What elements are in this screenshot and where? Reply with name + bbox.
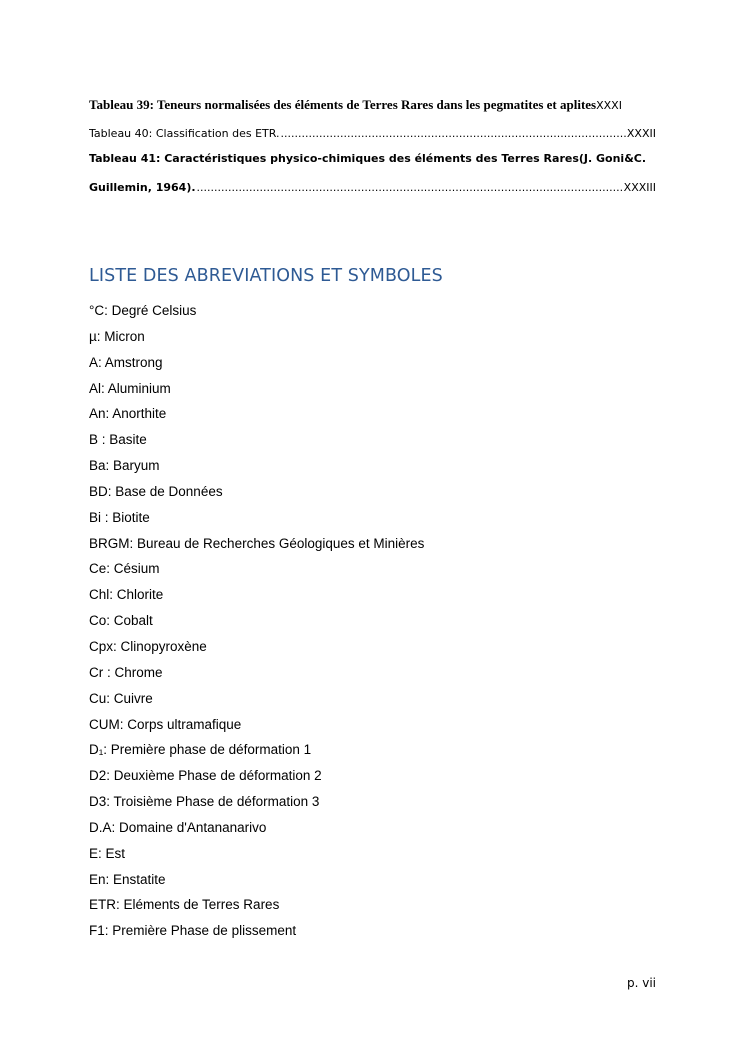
abbreviation-item: µ: Micron <box>89 328 145 344</box>
toc-entry-text: Guillemin, 1964). <box>89 181 196 194</box>
abbreviation-item: BRGM: Bureau de Recherches Géologiques et Minières <box>89 535 425 551</box>
abbreviation-item: CUM: Corps ultramafique <box>89 716 242 732</box>
abbreviation-item: E: Est <box>89 845 126 861</box>
abbreviation-item: Ce: Césium <box>89 561 160 577</box>
abbreviation-item: Al: Aluminium <box>89 380 171 396</box>
abbreviation-item: Bi : Biotite <box>89 509 150 525</box>
abbreviation-item: D2: Deuxième Phase de déformation 2 <box>89 768 322 784</box>
abbreviation-item: Cr : Chrome <box>89 664 163 680</box>
abbreviation-item: °C: Degré Celsius <box>89 303 197 318</box>
abbreviation-item: Co: Cobalt <box>89 613 153 629</box>
toc-entry-text: Tableau 41: Caractéristiques physico-chimiques des éléments des Terres Rares(J. Goni&C. <box>89 152 647 165</box>
abbreviations-list <box>89 302 424 948</box>
toc-entry-tableau-41[interactable] <box>89 152 656 175</box>
toc-leader-dots <box>281 127 626 141</box>
abbreviation-item: D₁: Première phase de déformation 1 <box>89 742 312 758</box>
toc-entry-text: Tableau 40: Classification des ETR. <box>89 127 280 140</box>
toc-leader-dots <box>197 181 623 195</box>
toc-entry-text: Tableau 39: Teneurs normalisées des éléments de Terres Rares dans les pegmatites et aplites <box>89 98 597 112</box>
table-of-tables <box>89 98 656 204</box>
toc-entry-page: XXXIII <box>623 181 656 194</box>
abbreviation-item: Chl: Chlorite <box>89 587 164 603</box>
abbreviation-item: Cu: Cuivre <box>89 690 153 706</box>
toc-entry-page: XXXI <box>596 99 622 112</box>
abbreviation-item: An: Anorthite <box>89 406 167 422</box>
abbreviation-item: D3: Troisième Phase de déformation 3 <box>89 794 320 810</box>
toc-entry-tableau-39[interactable] <box>89 98 656 121</box>
abbreviation-item: B : Basite <box>89 432 147 448</box>
abbreviation-item: ETR: Eléments de Terres Rares <box>89 897 280 913</box>
toc-entry-page: XXXII <box>626 127 656 140</box>
abbreviation-item: D.A: Domaine d'Antananarivo <box>89 819 267 835</box>
toc-entry-tableau-40[interactable] <box>89 127 656 150</box>
abbreviation-item: BD: Base de Données <box>89 483 223 499</box>
page-number: p. vii <box>626 976 656 990</box>
abbreviation-item: Cpx: Clinopyroxène <box>89 638 207 654</box>
toc-entry-tableau-41-continued[interactable] <box>89 181 656 204</box>
abbreviation-item: F1: Première Phase de plissement <box>89 923 297 939</box>
abbreviation-item: Ba: Baryum <box>89 458 160 474</box>
section-title: LISTE DES ABREVIATIONS ET SYMBOLES <box>89 266 443 286</box>
abbreviation-item: A: Amstrong <box>89 354 163 370</box>
abbreviation-item: En: Enstatite <box>89 871 166 887</box>
